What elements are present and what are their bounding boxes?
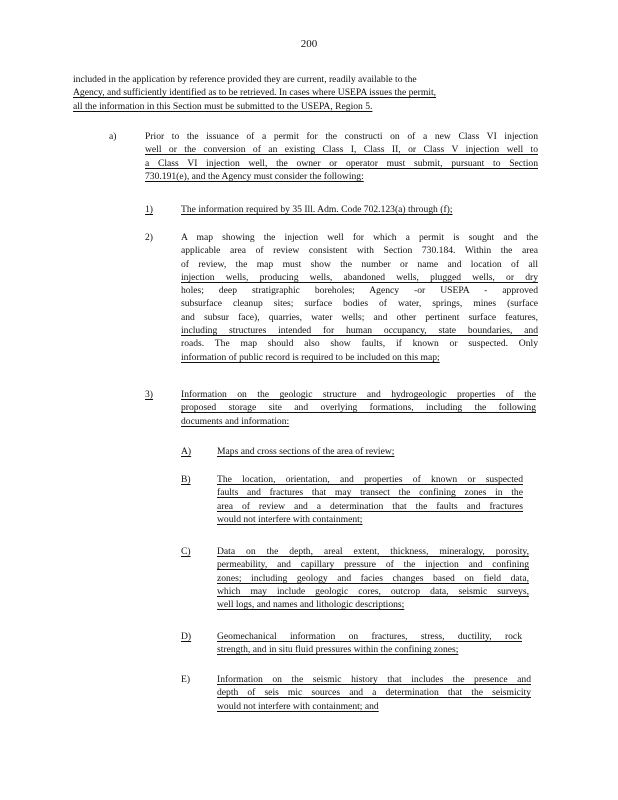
text-line: area of review and a determination that the faults and fractures — [217, 500, 523, 512]
text-line: Information on the seismic history that includes the presence and — [217, 674, 531, 685]
text-line: permeability, and capillary pressure of the injection and confining — [217, 559, 529, 571]
subitem-label-D: D) — [181, 631, 192, 642]
text-line: well logs, and names and lithologic descriptions; — [217, 599, 405, 611]
text-line: zones; including geology and facies changes based on field data, — [217, 572, 529, 584]
text-line: injection wells, producing wells, abandoned wells, plugged wells, or dry — [181, 271, 538, 283]
text-line: well or the conversion of an existing Class I, Class II, or Class V injection well to — [145, 144, 538, 156]
subitem-C-paragraph — [217, 545, 529, 611]
text-line: faults and fractures that may transect the confining zones in the — [217, 487, 523, 499]
subitem-label-B: B) — [181, 474, 191, 485]
intro-paragraph — [73, 73, 534, 113]
text-line: including structures intended for human occupancy, state boundaries, and — [181, 325, 538, 337]
subitem-label-A: A) — [181, 446, 192, 457]
text-line: depth of seis mic sources and a determination that the seismicity — [217, 687, 531, 699]
text-line: proposed storage site and overlying formations, including the following — [181, 402, 536, 414]
text-line: documents and information: — [181, 415, 290, 427]
subitem-E-paragraph — [217, 673, 531, 713]
text-line: subsurface cleanup sites; surface bodies of water, springs, mines (surface — [181, 298, 538, 310]
text-line: a Class VI injection well, the owner or operator must submit, pursuant to Section — [145, 157, 538, 169]
text-line: Data on the depth, areal extent, thickness, mineralogy, porosity, — [217, 546, 529, 557]
text-line: Prior to the issuance of a permit for the constructi on of a new Class VI injection — [145, 131, 538, 142]
text-line: of review, the map must show the number or name and location of all — [181, 258, 538, 270]
item-label-2: 2) — [145, 232, 153, 243]
item-label-1: 1) — [145, 204, 153, 215]
subitem-B-paragraph — [217, 473, 523, 526]
text-line: holes; deep stratigraphic boreholes; Agency -or USEPA - approved — [181, 285, 538, 297]
clause-a-paragraph — [145, 130, 538, 183]
text-line: and subsur face), quarries, water wells; and other pertinent surface features, — [181, 311, 538, 323]
text-line: Information on the geologic structure and hydrogeologic properties of the — [181, 389, 536, 400]
text-line: information of public record is required to be included on this map; — [181, 351, 440, 363]
item-label-3: 3) — [145, 389, 153, 400]
text-line: would not interfere with containment; — [217, 513, 363, 525]
text-line: would not interfere with containment; and — [217, 700, 379, 712]
text-line: roads. The map should also show faults, if known or suspected. Only — [181, 338, 538, 350]
text-line: Agency, and sufficiently identified as to be retrieved. In cases where USEPA issues the permit, — [73, 87, 437, 99]
item-3-paragraph — [181, 388, 536, 428]
text-line: all the information in this Section must be submitted to the USEPA, Region 5. — [73, 100, 373, 112]
subitem-D-paragraph — [217, 630, 522, 657]
text-line: The location, orientation, and properties of known or suspected — [217, 474, 523, 485]
text-line: which may include geologic cores, outcrop data, seismic surveys, — [217, 585, 529, 597]
text-line: strength, and in situ fluid pressures within the confining zones; — [217, 644, 459, 656]
page-number: 200 — [300, 38, 318, 50]
subitem-label-C: C) — [181, 546, 191, 557]
text-line: applicable area of review consistent with Section 730.184. Within the area — [181, 245, 538, 257]
text-line: 730.191(e), and the Agency must consider the following: — [145, 170, 364, 182]
text-line: included in the application by reference provided they are current, readily available to the — [73, 74, 417, 85]
text-line: A map showing the injection well for which a permit is sought and the — [181, 232, 538, 243]
text-line: Maps and cross sections of the area of review; — [217, 446, 395, 457]
clause-label-a: a) — [109, 131, 117, 142]
text-line: The information required by 35 Ill. Adm. Code 702.123(a) through (f); — [181, 204, 453, 215]
item-2-paragraph — [181, 231, 538, 364]
subitem-A-paragraph — [217, 445, 517, 458]
subitem-label-E: E) — [181, 674, 191, 685]
item-1-paragraph — [181, 203, 521, 216]
text-line: Geomechanical information on fractures, stress, ductility, rock — [217, 631, 522, 642]
